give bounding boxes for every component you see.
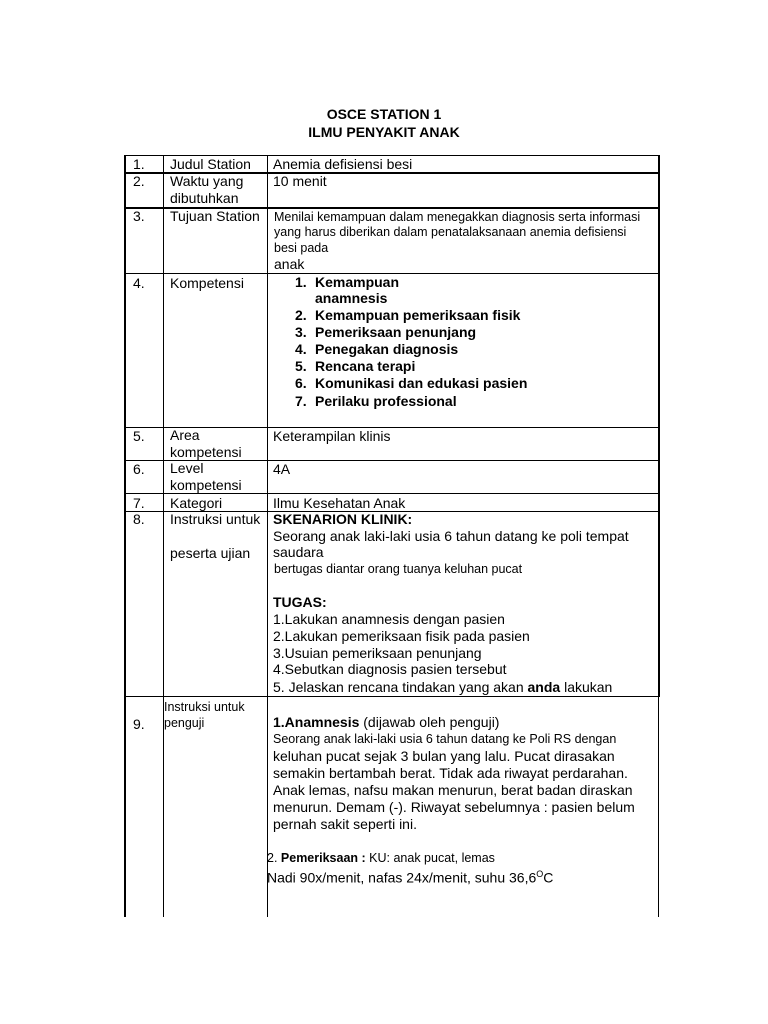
anamnesis-note: (dijawab oleh penguji) [359,714,500,730]
table-left-border [124,155,126,917]
pemeriksaan-line [267,850,495,867]
row-number: 5. [133,428,145,444]
row-number: 2. [133,173,145,189]
table-right-border-lower [658,696,659,917]
anamnesis-title: 1.Anamnesis [273,714,360,730]
row-label-kategori: Kategori [170,495,223,511]
anamnesis-heading [273,714,499,731]
row-value-kategori: Ilmu Kesehatan Anak [273,495,406,511]
tugas-item: 3.Usuian pemeriksaan penunjang [273,645,482,661]
row-label-instruksi-peserta: Instruksi untuk [170,511,261,527]
list-item: 3. Pemeriksaan penunjang [295,324,477,340]
row-label-area: Area [170,427,200,443]
skenario-line: saudara [273,544,324,560]
anamnesis-line: keluhan pucat sejak 3 bulan yang lalu. Pucat dirasakan [273,748,615,764]
row-label-instruksi-penguji: Instruksi untuk [164,700,245,714]
row-value-waktu: 10 menit [273,173,327,189]
tugas-item: 2.Lakukan pemeriksaan fisik pada pasien [273,628,530,644]
row-number: 9. [133,716,145,732]
row-label-instruksi-penguji-cont: penguji [164,716,205,730]
row-line [124,427,660,428]
anamnesis-line: pernah sakit seperti ini. [273,816,417,832]
row-value-tujuan-line: besi pada [274,241,329,255]
tugas-item-emphasis: anda [527,679,561,695]
tugas-item: 1.Lakukan anamnesis dengan pasien [273,611,505,627]
table-right-border [658,155,660,696]
table-column-divider-2 [267,155,268,917]
row-label-kompetensi: Kompetensi [170,275,244,291]
pemeriksaan-number: 2. [267,851,281,865]
row-value-tujuan-line: anak [274,256,305,272]
row-line [124,696,660,697]
skenario-line: bertugas diantar orang tuanya keluhan pucat [274,562,523,576]
anamnesis-line: menurun. Demam (-). Riwayat sebelumnya : pasien belum [273,799,635,815]
row-value-tujuan-line: yang harus diberikan dalam penatalaksanaan anemia defisiensi [274,225,627,239]
row-number: 6. [133,461,145,477]
list-item: 1. Kemampuan [295,274,400,290]
document-subtitle: ILMU PENYAKIT ANAK [308,124,460,140]
tugas-item-text: 5. Jelaskan rencana tindakan yang akan [273,679,528,695]
tugas-item-last [273,679,612,696]
list-item-continuation: anamnesis [315,290,388,306]
skenario-line: Seorang anak laki-laki usia 6 tahun datang ke poli tempat [273,528,629,544]
degree-superscript: O [536,869,544,879]
vital-signs-text: Nadi 90x/menit, nafas 24x/menit, suhu 36,6 [267,869,537,886]
row-label-tujuan-station: Tujuan Station [170,208,260,224]
anamnesis-line: semakin bertambah berat. Tidak ada riwayat perdarahan. [273,765,628,781]
row-label-level: Level [170,460,204,476]
list-item: 2. Kemampuan pemeriksaan fisik [295,307,521,323]
tugas-title: TUGAS: [273,594,327,610]
row-label-judul-station: Judul Station [170,156,251,172]
anamnesis-line: Anak lemas, nafsu makan menurun, berat badan diraskan [273,782,633,798]
row-value-tujuan-line: Menilai kemampuan dalam menegakkan diagnosis serta informasi [274,210,641,224]
row-label-level-cont: kompetensi [170,477,242,493]
row-value-level: 4A [273,461,291,477]
tugas-item-text-end: lakukan [560,679,613,695]
row-number: 1. [133,156,145,172]
tugas-item: 4.Sebutkan diagnosis pasien tersebut [273,661,507,677]
row-label-waktu: Waktu yang [170,173,244,189]
list-item: 5. Rencana terapi [295,358,416,374]
temperature-unit: C [543,869,554,886]
row-number: 7. [133,495,145,511]
list-item: 4. Penegakan diagnosis [295,341,459,357]
pemeriksaan-title: Pemeriksaan : [280,851,366,865]
anamnesis-line: Seorang anak laki-laki usia 6 tahun datang ke Poli RS dengan [273,732,617,746]
pemeriksaan-text: KU: anak pucat, lemas [365,851,495,865]
row-label-instruksi-peserta-cont: peserta ujian [170,545,251,561]
row-label-area-cont: kompetensi [170,444,242,460]
vital-signs-line [267,866,553,887]
row-label-waktu-cont: dibutuhkan [170,190,239,206]
list-item: 6. Komunikasi dan edukasi pasien [295,375,528,391]
document-title: OSCE STATION 1 [326,106,442,122]
row-value-area: Keterampilan klinis [273,428,391,444]
row-number: 3. [133,208,145,224]
row-number: 8. [133,511,145,527]
table-column-divider-1 [163,155,164,917]
list-item: 7. Perilaku professional [295,393,457,409]
skenario-title: SKENARION KLINIK: [273,511,413,527]
row-value-judul: Anemia defisiensi besi [273,156,413,172]
row-number: 4. [133,275,145,291]
